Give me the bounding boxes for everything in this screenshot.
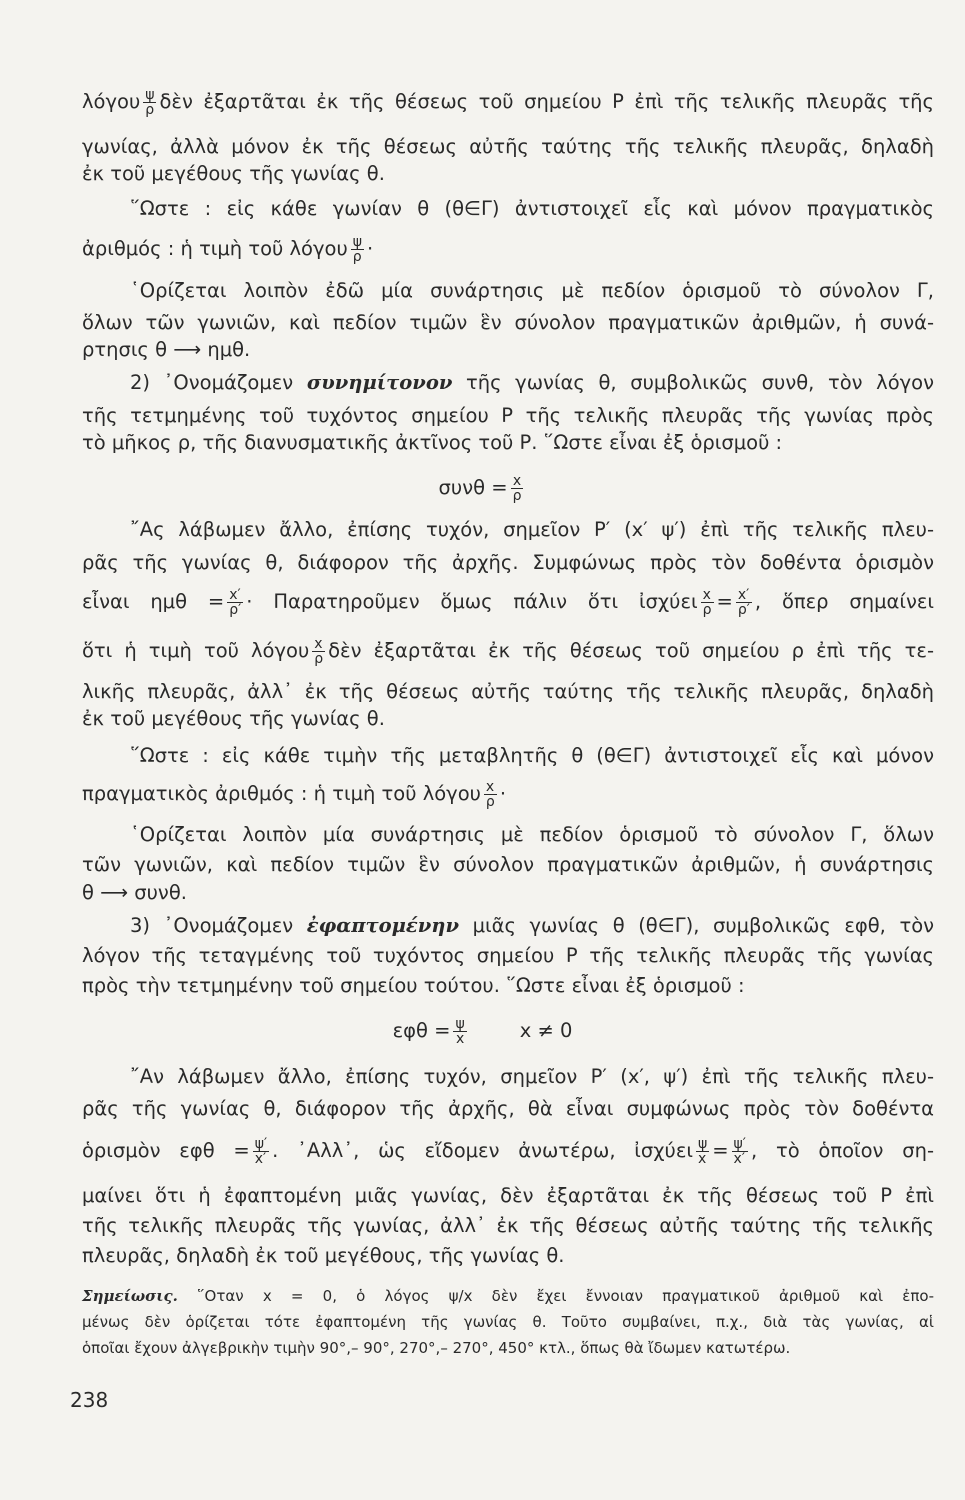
- fraction-xp-rhop: [736, 588, 752, 617]
- text-line: ῾Ορίζεται λοιπὸν μία συνάρτησις μὲ πεδίον ὁρισμοῦ τὸ σύνολον Γ, ὅλων: [130, 823, 934, 846]
- text-line: λόγον τῆς τεταγμένης τοῦ τυχόντος σημείου Ρ τῆς τελικῆς πλευρᾶς τῆς γωνίας: [82, 944, 934, 967]
- text-fragment: μιᾶς γωνίας θ (θ∈Γ), συμβολικῶς εφθ, τὸν: [472, 914, 935, 937]
- denominator: ρ: [485, 794, 495, 810]
- denominator: ρ: [352, 249, 362, 265]
- footnote-line: [82, 1285, 934, 1308]
- fraction-xp-rhop: [227, 588, 243, 617]
- fraction-psi-rho: [351, 235, 364, 264]
- numerator: x′: [227, 588, 243, 603]
- text-line: λικῆς πλευρᾶς, ἀλλ᾽ ἐκ τῆς θέσεως αὐτῆς ταύτης τῆς τελικῆς πλευρᾶς, δηλαδὴ: [82, 680, 934, 703]
- text-fragment: ·: [499, 782, 507, 805]
- text-line: τὸ μῆκος ρ, τῆς διανυσματικῆς ἀκτῖνος τοῦ Ρ. ῞Ωστε εἶναι ἐξ ὁρισμοῦ :: [82, 431, 783, 454]
- denominator: x′: [254, 1151, 267, 1167]
- text-line: τῆς τελικῆς πλευρᾶς τῆς γωνίας, ἀλλ᾽ ἐκ τῆς θέσεως αὐτῆς ταύτης τῆς τελικῆς: [82, 1214, 934, 1237]
- numerator: x: [701, 588, 714, 603]
- fraction-x-rho: [511, 474, 524, 503]
- numerator: ψ: [145, 87, 155, 103]
- fraction-psi-x: [453, 1017, 466, 1046]
- numerator: ψ′: [733, 1136, 746, 1152]
- text-fragment: =: [716, 590, 733, 613]
- fraction-x-rho: [484, 780, 497, 809]
- text-line: ρτησις θ ⟶ ημθ.: [82, 338, 251, 361]
- text-line: ρᾶς τῆς γωνίας θ, διάφορον τῆς ἀρχῆς, θὰ εἶναι συμφώνως πρὸς τὸν δοθέντα: [82, 1097, 934, 1120]
- text-fragment: εἶναι ημθ =: [82, 590, 225, 613]
- text-fragment: εφθ =: [392, 1019, 451, 1042]
- text-fragment: τῆς γωνίας θ, συμβολικῶς συνθ, τὸν λόγον: [466, 371, 934, 394]
- denominator: ρ: [145, 102, 155, 118]
- denominator: x: [455, 1031, 465, 1047]
- numerator: x: [312, 637, 325, 652]
- text-line: τῆς τετμημένης τοῦ τυχόντος σημείου Ρ τῆς τελικῆς πλευρᾶς τῆς γωνίας πρὸς: [82, 404, 934, 427]
- text-line: [82, 588, 934, 617]
- text-fragment: · Παρατηροῦμεν ὅμως πάλιν ὅτι ἰσχύει: [246, 590, 698, 613]
- text-line: πλευρᾶς, δηλαδὴ ἐκ τοῦ μεγέθους, τῆς γωνίας θ.: [82, 1244, 565, 1267]
- text-line: μαίνει ὅτι ἡ ἐφαπτομένη μιᾶς γωνίας, δὲν ἐξαρτᾶται ἐκ τῆς θέσεως τοῦ Ρ ἐπὶ: [82, 1184, 934, 1207]
- text-fragment: ὁρισμὸν εφθ =: [82, 1139, 250, 1162]
- text-line: [82, 235, 934, 264]
- equation-cos: [0, 474, 965, 503]
- denominator: ρ: [512, 488, 522, 504]
- footnote-line: ὁποῖαι ἔχουν ἀλγεβρικὴν τιμὴν 90°,– 90°, 270°,– 270°, 450° κτλ., ὅπως θὰ ἴδωμεν κατωτέρω.: [82, 1339, 791, 1357]
- page-number: 238: [70, 1388, 109, 1412]
- text-line: ῞Ωστε : εἰς κάθε γωνίαν θ (θ∈Γ) ἀντιστοιχεῖ εἷς καὶ μόνον πραγματικὸς: [130, 197, 934, 220]
- text-line: [130, 913, 934, 939]
- numerator: x′: [736, 588, 752, 603]
- text-fragment: , ὅπερ σημαίνει: [754, 590, 934, 613]
- footnote-line: μένως δὲν ὁρίζεται τότε ἐφαπτομένη τῆς γωνίας θ. Τοῦτο συμβαίνει, π.χ., διὰ τὰς γωνίας, αἱ: [82, 1313, 934, 1331]
- text-fragment: x ≠ 0: [519, 1019, 573, 1042]
- text-line: ὅλων τῶν γωνιῶν, καὶ πεδίον τιμῶν ἓν σύνολον πραγματικῶν ἀριθμῶν, ἡ συνά-: [82, 311, 934, 334]
- numerator: x: [484, 780, 497, 795]
- text-line: ῎Ας λάβωμεν ἄλλο, ἐπίσης τυχόν, σημεῖον Ρ′ (x′ ψ′) ἐπὶ τῆς τελικῆς πλευ-: [130, 518, 934, 541]
- text-line: τῶν γωνιῶν, καὶ πεδίον τιμῶν ἓν σύνολον πραγματικῶν ἀριθμῶν, ἡ συνάρτησις: [82, 853, 934, 876]
- text-line: [82, 88, 934, 117]
- denominator: ρ: [314, 651, 324, 667]
- text-line: [130, 370, 934, 396]
- text-fragment: 3) ᾿Ονομάζομεν: [130, 914, 294, 937]
- fraction-x-rho: [312, 637, 325, 666]
- text-fragment: δὲν ἐξαρτᾶται ἐκ τῆς θέσεως τοῦ σημείου ρ ἐπὶ τῆς τε-: [328, 639, 934, 662]
- text-line: γωνίας, ἀλλὰ μόνον ἐκ τῆς θέσεως αὐτῆς ταύτης τῆς τελικῆς πλευρᾶς, δηλαδὴ: [82, 135, 934, 158]
- text-fragment: λόγου: [82, 90, 141, 113]
- fraction-psi-rho: [143, 88, 156, 117]
- text-line: ἐκ τοῦ μεγέθους τῆς γωνίας θ.: [82, 707, 385, 730]
- text-line: ῞Ωστε : εἰς κάθε τιμὴν τῆς μεταβλητῆς θ (θ∈Γ) ἀντιστοιχεῖ εἷς καὶ μόνον: [130, 744, 934, 767]
- denominator: ρ: [702, 602, 712, 618]
- term-tangent: ἐφαπτομένην: [306, 914, 460, 937]
- text-fragment: 2) ᾿Ονομάζομεν: [130, 371, 294, 394]
- text-fragment: ·: [367, 237, 374, 260]
- fraction-psi-x: [696, 1137, 709, 1166]
- text-line: [82, 1137, 934, 1166]
- text-line: ῾Ορίζεται λοιπὸν ἐδῶ μία συνάρτησις μὲ πεδίον ὁρισμοῦ τὸ σύνολον Γ,: [130, 279, 934, 302]
- text-fragment: ἀριθμός : ἡ τιμὴ τοῦ λόγου: [82, 237, 348, 260]
- fraction-x-rho: [701, 588, 714, 617]
- denominator: x′: [733, 1151, 746, 1167]
- denominator: ρ′: [737, 602, 750, 618]
- fraction-psip-xp: [253, 1137, 269, 1166]
- text-line: πρὸς τὴν τετμημένην τοῦ σημείου τούτου. ῞Ωστε εἶναι ἐξ ὁρισμοῦ :: [82, 974, 745, 997]
- text-fragment: δὲν ἐξαρτᾶται ἐκ τῆς θέσεως τοῦ σημείου Ρ ἐπὶ τῆς τελικῆς πλευρᾶς τῆς: [159, 90, 934, 113]
- equation-tan: [0, 1017, 965, 1046]
- numerator: ψ′: [254, 1136, 268, 1152]
- text-fragment: . ᾿Αλλ᾽, ὡς εἴδομεν ἀνωτέρω, ἰσχύει: [272, 1139, 693, 1162]
- text-line: θ ⟶ συνθ.: [82, 881, 187, 904]
- text-fragment: πραγματικὸς ἀριθμός : ἡ τιμὴ τοῦ λόγου: [82, 782, 481, 805]
- text-line: [82, 780, 934, 809]
- denominator: ρ′: [229, 602, 242, 618]
- numerator: ψ: [455, 1016, 465, 1032]
- text-fragment: , τὸ ὁποῖον ση-: [750, 1139, 934, 1162]
- numerator: ψ: [352, 234, 362, 250]
- text-fragment: =: [712, 1139, 729, 1162]
- text-line: [82, 637, 934, 666]
- text-line: ῎Αν λάβωμεν ἄλλο, ἐπίσης τυχόν, σημεῖον Ρ′ (x′, ψ′) ἐπὶ τῆς τελικῆς πλευ-: [130, 1065, 934, 1088]
- denominator: x: [697, 1151, 707, 1167]
- footnote-label: Σημείωσις.: [82, 1287, 178, 1305]
- text-fragment: ῞Οταν x = 0, ὁ λόγος ψ/x δὲν ἔχει ἔννοιαν πραγματικοῦ ἀριθμοῦ καὶ ἐπο-: [197, 1287, 934, 1305]
- text-fragment: ὅτι ἡ τιμὴ τοῦ λόγου: [82, 639, 310, 662]
- term-cosine: συνημίτονον: [306, 371, 453, 394]
- text-line: ρᾶς τῆς γωνίας θ, διάφορον τῆς ἀρχῆς. Συμφώνως πρὸς τὸν δοθέντα ὁρισμὸν: [82, 551, 934, 574]
- numerator: ψ: [697, 1136, 708, 1152]
- numerator: x: [511, 474, 524, 489]
- text-line: ἐκ τοῦ μεγέθους τῆς γωνίας θ.: [82, 162, 385, 185]
- fraction-psip-xp: [732, 1137, 748, 1166]
- text-fragment: συνθ =: [438, 476, 508, 499]
